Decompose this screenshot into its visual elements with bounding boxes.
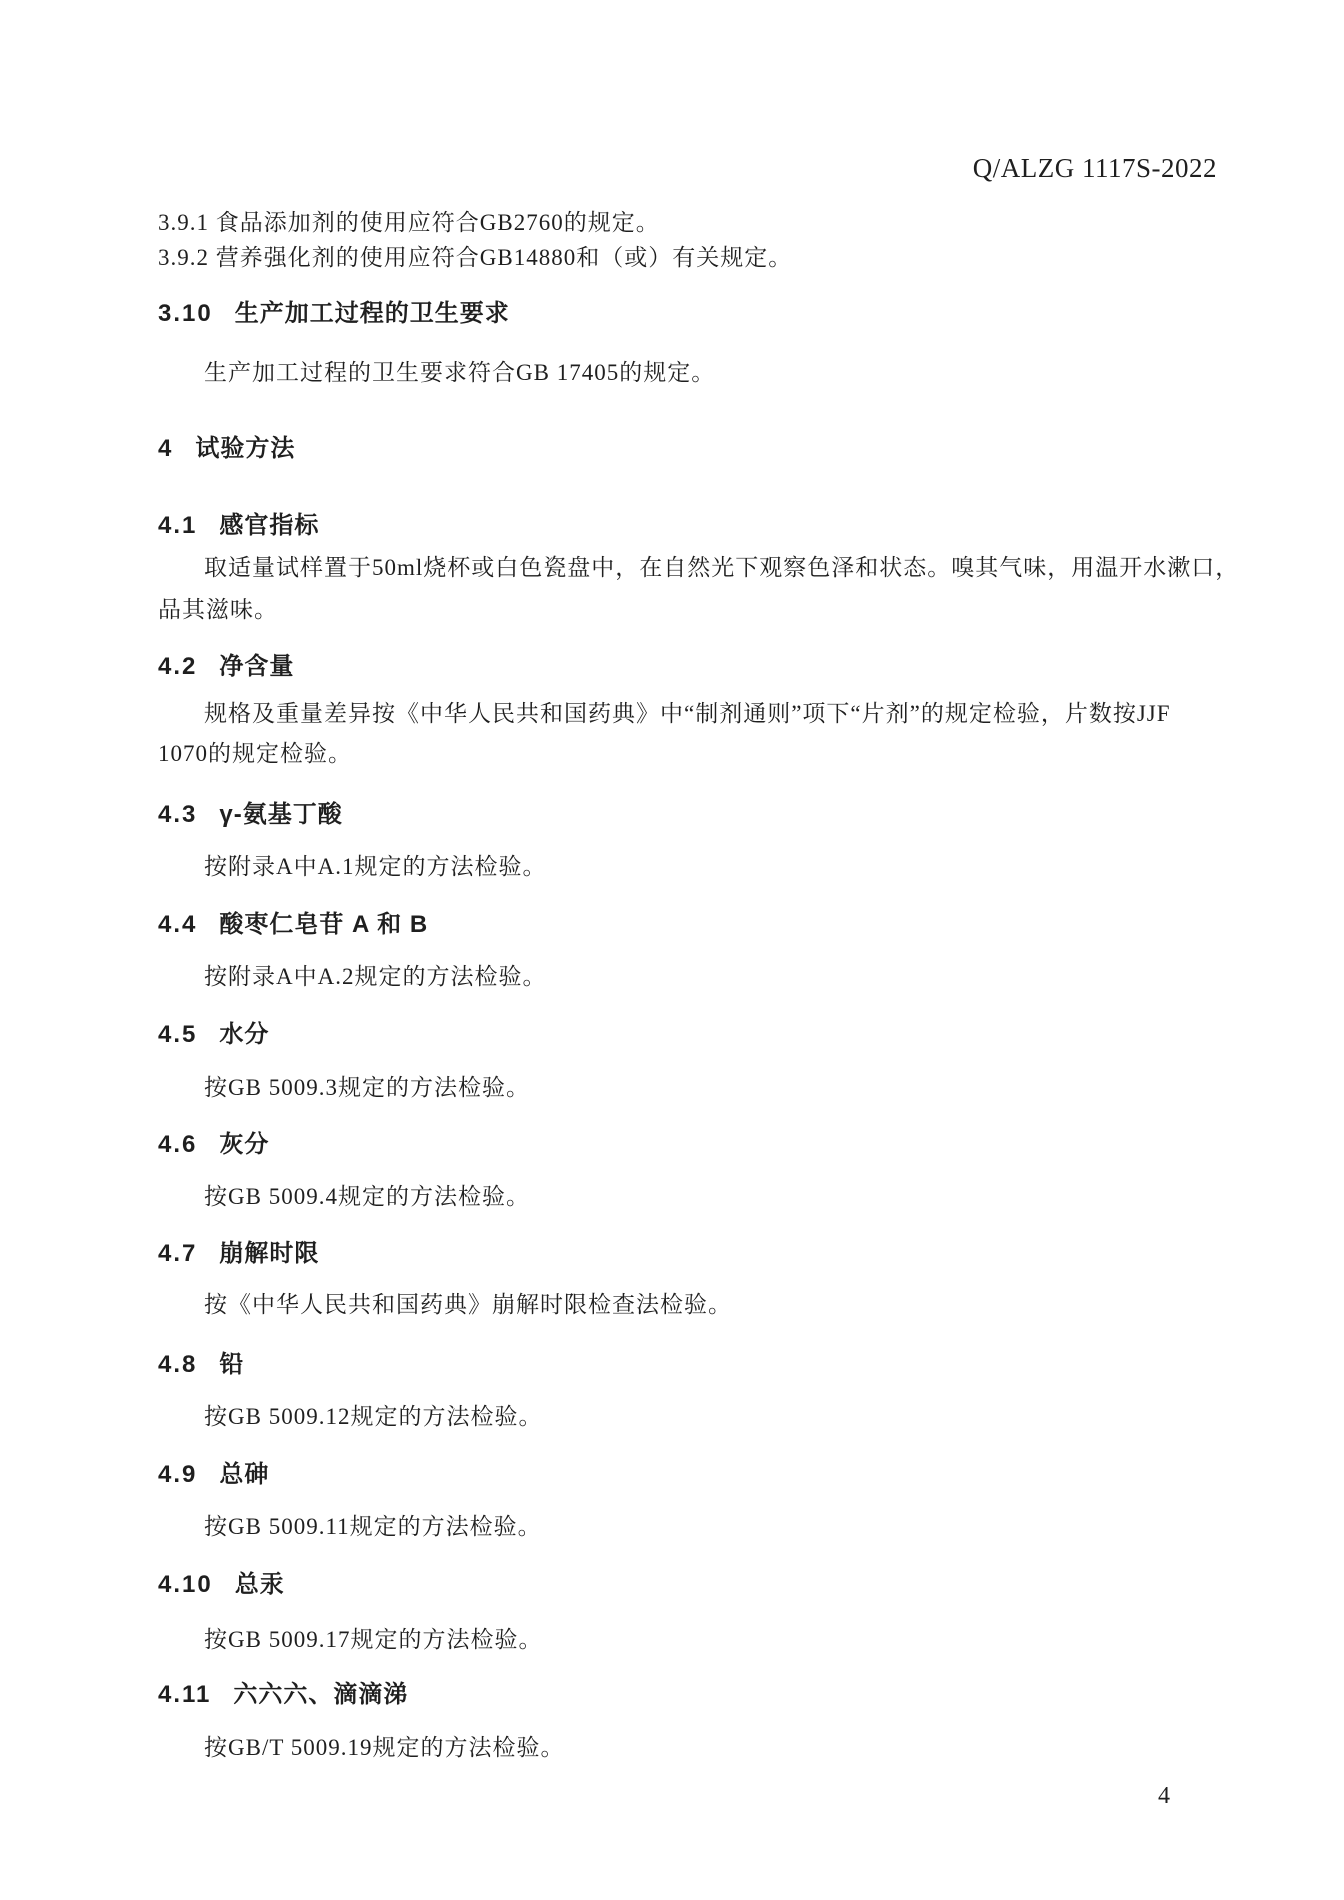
paragraph-4-4: 按附录A中A.2规定的方法检验。 [204,964,547,989]
section-number: 4.4 [158,911,198,938]
section-heading-4-6 [158,1124,269,1159]
section-title: 生产加工过程的卫生要求 [234,300,510,327]
section-heading-4-9 [158,1454,269,1489]
section-number: 4.2 [158,653,198,680]
section-number: 4.7 [158,1240,198,1267]
chapter-number: 4 [158,435,174,462]
section-title: 铅 [219,1351,245,1378]
section-heading-4-7 [158,1233,319,1268]
section-title: 总砷 [219,1461,270,1488]
paragraph-4-8: 按GB 5009.12规定的方法检验。 [204,1404,543,1429]
section-title: 六六六、滴滴涕 [233,1681,409,1708]
section-title: 净含量 [219,653,295,680]
section-heading-4-3 [158,794,343,829]
paragraph-line: 品其滋味。 [158,597,278,622]
paragraph-4-5: 按GB 5009.3规定的方法检验。 [204,1075,530,1100]
section-heading-4-5 [158,1014,269,1049]
clause-3-9-2: 3.9.2 营养强化剂的使用应符合GB14880和（或）有关规定。 [158,245,793,270]
section-title: 总汞 [234,1571,285,1598]
section-number: 3.10 [158,300,213,327]
section-heading-3-10 [158,293,510,328]
page-number: 4 [1158,1783,1170,1809]
section-heading-4-10 [158,1564,285,1599]
paragraph-4-7: 按《中华人民共和国药典》崩解时限检查法检验。 [204,1292,732,1317]
section-title: 崩解时限 [219,1240,320,1267]
section-title: 酸枣仁皂苷 A 和 B [219,911,429,938]
section-number: 4.11 [158,1681,212,1708]
clause-3-9-1: 3.9.1 食品添加剂的使用应符合GB2760的规定。 [158,210,660,235]
section-title: 灰分 [219,1131,270,1158]
section-title: γ-氨基丁酸 [219,801,343,828]
section-number: 4.8 [158,1351,198,1378]
section-number: 4.5 [158,1021,198,1048]
paragraph-4-3: 按附录A中A.1规定的方法检验。 [204,854,547,879]
section-title: 感官指标 [219,512,320,539]
section-number: 4.10 [158,1571,213,1598]
section-number: 4.1 [158,512,198,539]
section-number: 4.9 [158,1461,198,1488]
paragraph-4-2 [158,694,1171,774]
paragraph-4-9: 按GB 5009.11规定的方法检验。 [204,1514,542,1539]
paragraph-line: 取适量试样置于50ml烧杯或白色瓷盘中，在自然光下观察色泽和状态。嗅其气味，用温开水漱口， [204,555,1240,580]
section-heading-4-11 [158,1674,408,1709]
paragraph-4-11: 按GB/T 5009.19规定的方法检验。 [204,1735,565,1760]
section-title: 水分 [219,1021,270,1048]
paragraph-line: 规格及重量差异按《中华人民共和国药典》中“制剂通则”项下“片剂”的规定检验，片数按JJF [204,701,1171,726]
paragraph-4-10: 按GB 5009.17规定的方法检验。 [204,1627,543,1652]
section-heading-4-1 [158,505,319,540]
section-number: 4.6 [158,1131,198,1158]
section-number: 4.3 [158,801,198,828]
section-heading-4-8 [158,1344,244,1379]
section-heading-4-4 [158,904,428,939]
chapter-title: 试验方法 [195,435,296,462]
section-heading-4-2 [158,646,294,681]
paragraph-3-10: 生产加工过程的卫生要求符合GB 17405的规定。 [204,360,716,385]
chapter-heading-4 [158,428,295,463]
paragraph-4-6: 按GB 5009.4规定的方法检验。 [204,1184,530,1209]
paragraph-4-1 [158,547,1239,631]
document-code: Q/ALZG 1117S-2022 [972,153,1217,183]
paragraph-line: 1070的规定检验。 [158,741,352,766]
